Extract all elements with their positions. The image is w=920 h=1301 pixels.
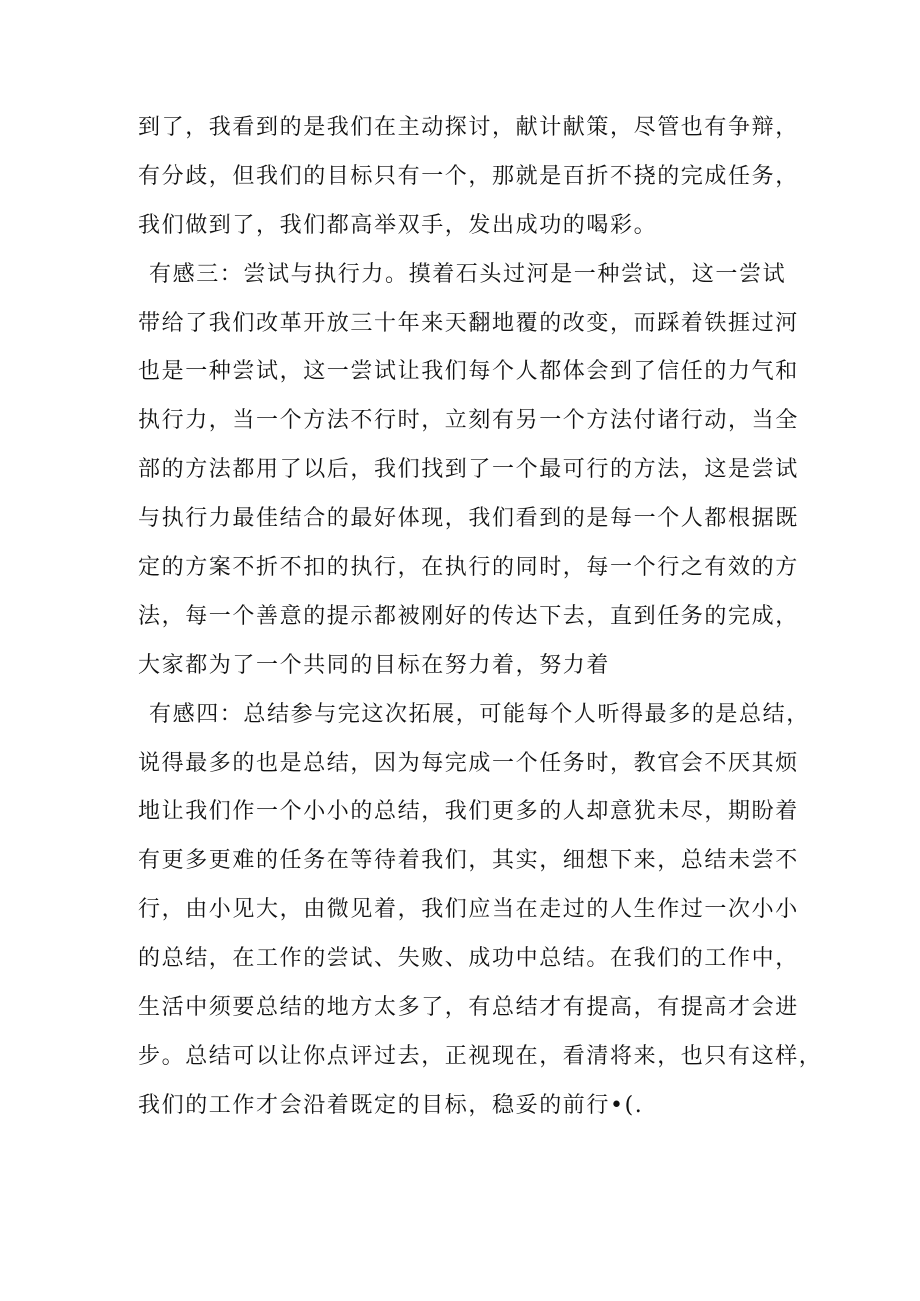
text-line-7: 执行力，当一个方法不行时，立刻有另一个方法付诸行动，当全 [138,408,799,434]
text-line-8: 部的方法都用了以后，我们找到了一个最可行的方法，这是尝试 [138,457,799,483]
text-line-9: 与执行力最佳结合的最好体现，我们看到的是每一个人都根据既 [138,506,799,532]
text-line-6: 也是一种尝试，这一尝试让我们每个人都体会到了信任的力气和 [138,359,799,385]
text-line-1: 到了，我看到的是我们在主动探讨，献计献策，尽管也有争辩， [138,115,799,140]
text-line-21: 我们的工作才会沿着既定的目标，稳妥的前行•(. [138,1092,644,1118]
text-line-11: 法，每一个善意的提示都被刚好的传达下去，直到任务的完成， [138,603,799,629]
text-line-20: 步。总结可以让你点评过去，正视现在，看清将来，也只有这样， [138,1043,823,1069]
text-line-13: 有感四：总结参与完这次拓展，可能每个人听得最多的是总结， [149,701,810,727]
text-line-19: 生活中须要总结的地方太多了，有总结才有提高，有提高才会进 [138,995,799,1021]
text-line-12: 大家都为了一个共同的目标在努力着，努力着 [138,652,611,678]
text-line-17: 行，由小见大，由微见着，我们应当在走过的人生作过一次小小 [138,897,799,923]
text-line-18: 的总结，在工作的尝试、失败、成功中总结。在我们的工作中， [138,946,799,972]
text-line-4: 有感三：尝试与执行力。摸着石头过河是一种尝试，这一尝试 [149,261,787,287]
text-line-5: 带给了我们改革开放三十年来天翻地覆的改变，而踩着铁捱过河 [138,310,799,336]
text-line-3: 我们做到了，我们都高举双手，发出成功的喝彩。 [138,212,658,238]
document-body [138,104,823,1131]
text-line-15: 地让我们作一个小小的总结，我们更多的人却意犹未尽，期盼着 [138,799,799,825]
text-line-2: 有分歧，但我们的目标只有一个，那就是百折不挠的完成任务， [138,163,799,189]
text-line-10: 定的方案不折不扣的执行，在执行的同时，每一个行之有效的方 [138,555,799,581]
text-line-16: 有更多更难的任务在等待着我们，其实，细想下来，总结未尝不 [138,848,799,874]
text-line-14: 说得最多的也是总结，因为每完成一个任务时，教官会不厌其烦 [138,750,799,776]
